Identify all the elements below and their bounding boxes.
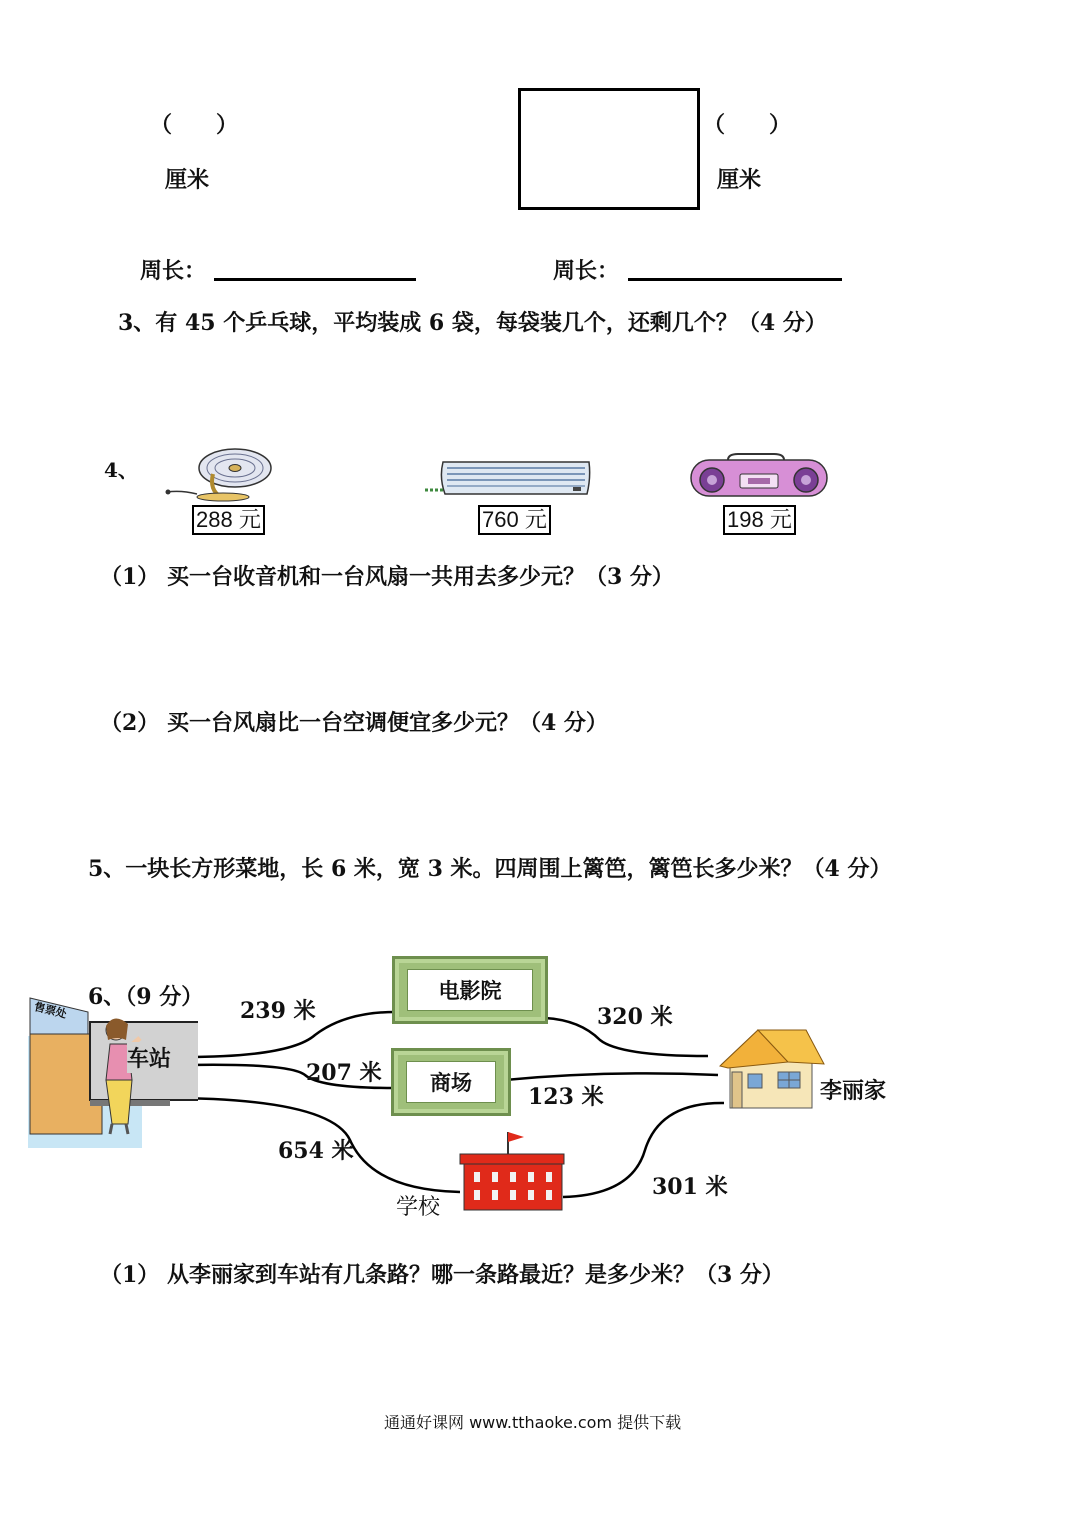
distance-school-home: 301 米 (652, 1174, 728, 1200)
question-4-part-1: （1） 买一台收音机和一台风扇一共用去多少元？（3 分） (100, 564, 674, 590)
cinema-building (392, 956, 548, 1024)
air-conditioner-icon (423, 458, 593, 498)
school-label: 学校 (396, 1195, 441, 1220)
radio-price: 198 元 (723, 505, 796, 535)
mall-building (391, 1048, 511, 1116)
question-4-part-2: （2） 买一台风扇比一台空调便宜多少元？（4 分） (100, 710, 608, 736)
distance-station-cinema: 239 米 (240, 998, 316, 1024)
perimeter-label-right: 周长： (553, 258, 620, 284)
question-4-number: 4、 (104, 458, 138, 482)
fan-icon (163, 442, 275, 502)
fan-price: 288 元 (192, 505, 265, 535)
school-icon (458, 1130, 568, 1212)
perimeter-answer-line-left[interactable] (214, 278, 416, 281)
right-length-blank: （ ） (703, 112, 792, 138)
ticket-office-sign: 售票处 (32, 1000, 68, 1021)
question-5: 5、一块长方形菜地，长 6 米，宽 3 米。四周围上篱笆，篱笆长多少米？（4 分） (88, 856, 892, 882)
footer-credit: 通通好课网 www.tthaoke.com 提供下载 (384, 1413, 682, 1432)
perimeter-answer-line-right[interactable] (628, 278, 842, 281)
distance-station-mall: 207 米 (306, 1060, 382, 1086)
question-3: 3、有 45 个乒乓球，平均装成 6 袋，每袋装几个，还剩几个？（4 分） (118, 310, 827, 336)
perimeter-label-left: 周长： (140, 258, 207, 284)
left-width-unit: 厘米 (165, 167, 210, 193)
radio-icon (688, 452, 830, 500)
mall-label: 商场 (406, 1061, 496, 1103)
rectangle-figure (518, 88, 700, 210)
right-length-unit: 厘米 (717, 167, 762, 193)
home-label: 李丽家 (820, 1079, 887, 1104)
distance-cinema-home: 320 米 (597, 1004, 673, 1030)
distance-station-school: 654 米 (278, 1138, 354, 1164)
question-6-number: 6、（9 分） (88, 984, 204, 1010)
air-conditioner-price: 760 元 (478, 505, 551, 535)
question-6-part-1: （1） 从李丽家到车站有几条路？哪一条路最近？是多少米？（3 分） (100, 1262, 784, 1288)
left-width-blank: （ ） (150, 112, 239, 138)
station-label: 车站 (127, 1042, 171, 1073)
distance-mall-home: 123 米 (528, 1084, 604, 1110)
cinema-label: 电影院 (407, 969, 533, 1011)
house-icon (718, 1026, 828, 1110)
